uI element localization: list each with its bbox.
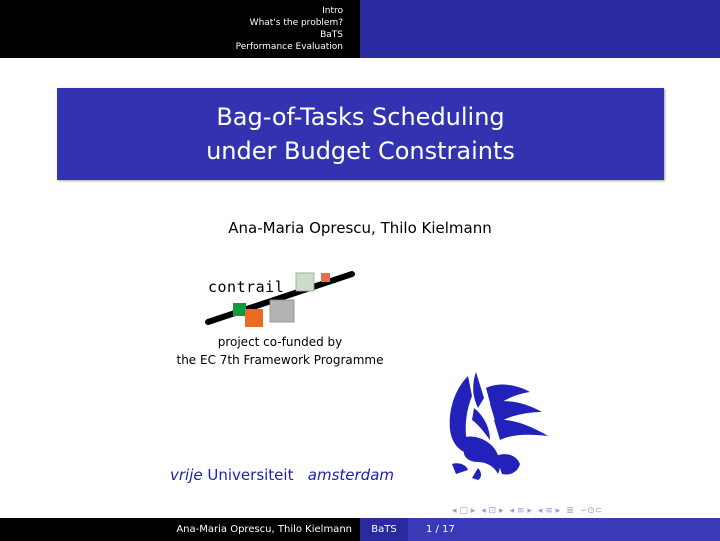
section-link-performance[interactable]: Performance Evaluation [235, 42, 343, 52]
section-link-intro[interactable]: Intro [322, 6, 343, 16]
griffin-logo-icon [438, 368, 553, 480]
footer-authors: Ana-Maria Oprescu, Thilo Kielmann [0, 518, 360, 541]
nav-subsection-icon[interactable]: ◂ ≡ ▸ [509, 506, 532, 516]
beamer-nav-controls [452, 504, 712, 518]
vu-amsterdam-wordmark [170, 466, 394, 484]
footer-bar [0, 518, 720, 541]
title-line-1: Bag-of-Tasks Scheduling [216, 103, 505, 131]
nav-section-icon[interactable]: ◂ ≡ ▸ [537, 506, 561, 516]
contrail-logo-graphic [200, 262, 370, 334]
section-link-problem[interactable]: What's the problem? [249, 18, 343, 28]
author-names: Ana-Maria Oprescu, Thilo Kielmann [228, 219, 492, 237]
section-link-bats[interactable]: BaTS [320, 30, 343, 40]
nav-slide-icon[interactable]: ◂ □ ▸ [452, 506, 476, 516]
contrail-logo [200, 262, 370, 334]
footer-short-title: BaTS [360, 518, 408, 541]
footer-page-number: 1 / 17 [408, 518, 720, 541]
section-nav [0, 0, 360, 58]
cofunding-line-1: project co-funded by [217, 335, 343, 349]
contrail-wordmark: contrail [208, 278, 285, 296]
vu-word-vrije: vrije [170, 466, 203, 484]
cofunding-line-2: the EC 7th Framework Programme [176, 353, 384, 367]
vu-word-amsterdam: amsterdam [307, 466, 395, 484]
headline-right-block [360, 0, 720, 58]
vu-word-universiteit: Universiteit [207, 466, 294, 484]
headline-bar [0, 0, 720, 58]
cofunding-note [130, 333, 430, 369]
nav-frame-icon[interactable]: ◂ ⊡ ▸ [481, 506, 504, 516]
nav-toc-icon[interactable]: ≣ [566, 506, 574, 516]
nav-search-icon[interactable]: ∽⊙⊂ [579, 506, 603, 516]
title-line-2: under Budget Constraints [206, 137, 515, 165]
title-box [57, 88, 664, 180]
